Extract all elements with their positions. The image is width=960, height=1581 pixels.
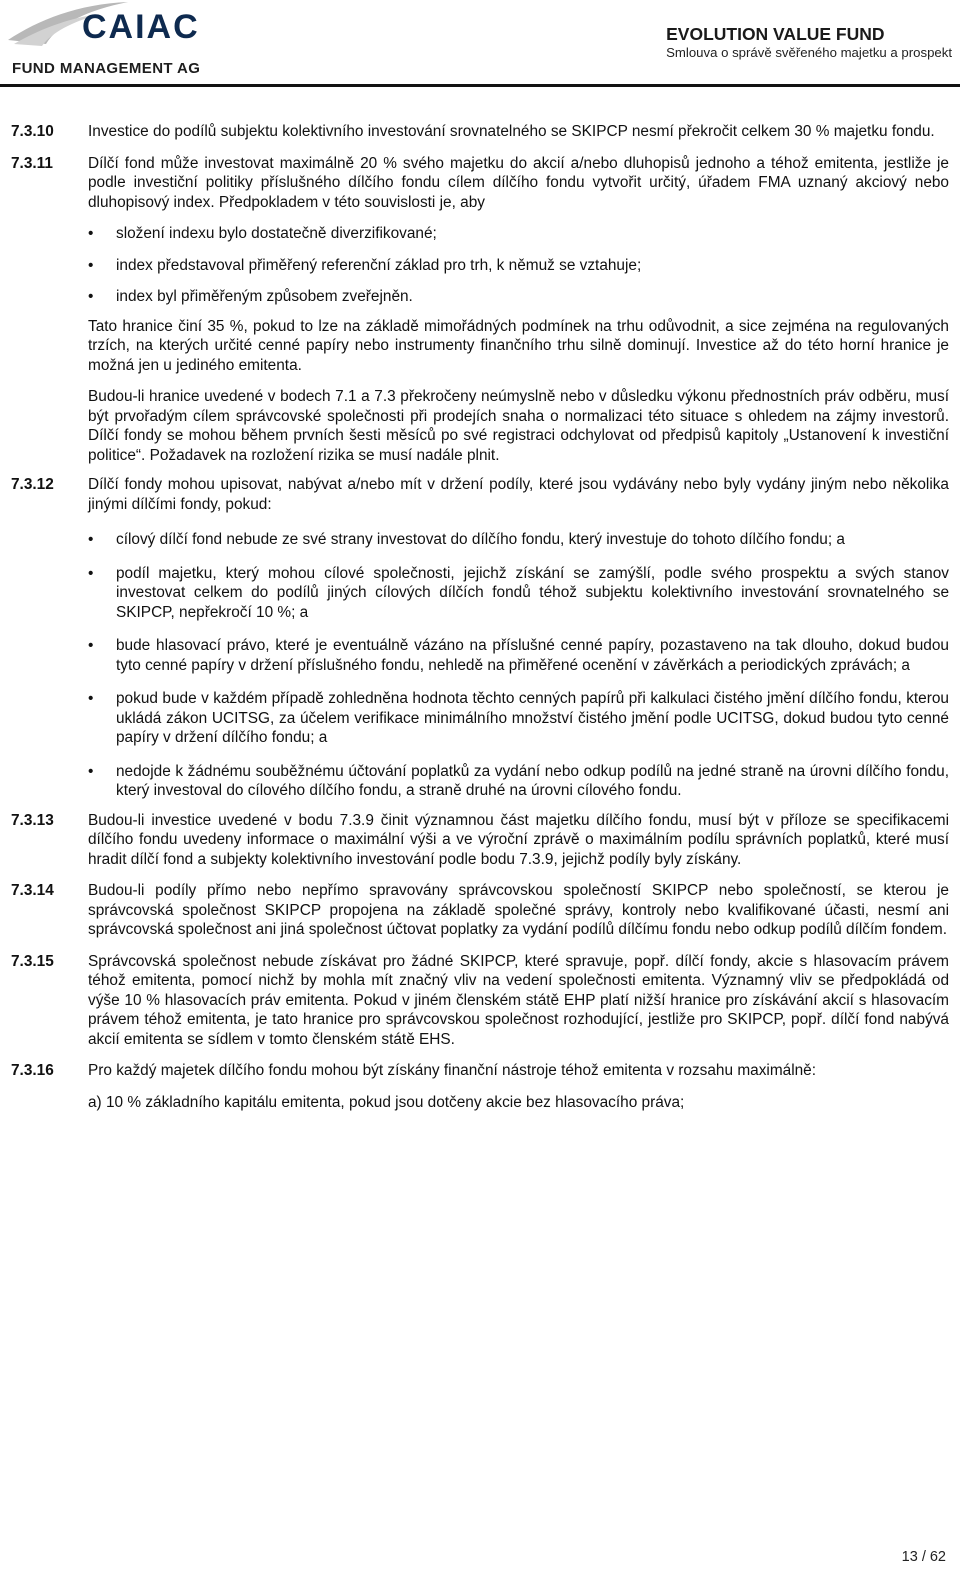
section-text: Pro každý majetek dílčího fondu mohou být získány finanční nástroje téhož emitenta v rozsahu maximálně: <box>88 1062 817 1079</box>
document-body <box>0 122 960 1112</box>
list-item-a: a) 10 % základního kapitálu emitenta, pokud jsou dotčeny akcie bez hlasovacího práva; <box>88 1093 685 1111</box>
logo-subtitle: FUND MANAGEMENT AG <box>12 60 201 77</box>
section-7-3-13 <box>0 811 960 870</box>
section-7-3-10 <box>0 122 960 142</box>
section-number: 7.3.16 <box>11 1062 54 1079</box>
bullet-list <box>88 224 949 307</box>
section-7-3-14 <box>0 881 960 940</box>
list-item: • cílový dílčí fond nebude ze své strany investovat do dílčího fondu, který investuje do tohoto dílčího fondu; a <box>88 531 845 548</box>
section-text: Investice do podílů subjektu kolektivního investování srovnatelného se SKIPCP nesmí překročit celkem 30 % majetku fondu. <box>88 123 935 140</box>
section-number: 7.3.12 <box>11 476 54 493</box>
caiac-logo-icon <box>8 0 213 52</box>
section-paragraph: Tato hranice činí 35 %, pokud to lze na základě mimořádných podmínek na trhu odůvodnit, a sice zejména na regulovaných trzích, na kterých určité cenné papíry nebo instrumenty finančního trhu silně dominují. Investice až do této horní hranice je možná jen u jediného emitenta. <box>88 317 949 374</box>
list-item: • nedojde k žádnému souběžnému účtování poplatků za vydání nebo odkup podílů na jedné straně na úrovni dílčího fondu, který investoval do cílového dílčího fondu, a straně druhé na úrovni cílového fondu. <box>88 762 949 799</box>
section-number: 7.3.13 <box>11 811 54 829</box>
section-7-3-16 <box>0 1061 960 1112</box>
section-number: 7.3.14 <box>11 882 54 899</box>
section-7-3-11 <box>0 154 960 466</box>
section-text: Budou-li investice uvedené v bodu 7.3.9 činit významnou část majetku dílčího fondu, musí být v příloze se specifikacemi dílčího fondu uvedeny informace o maximální výši a ve výroční zprávě o maximálním podílu správních poplatků, které musí hradit dílčí fond a subjekty kolektivního investování podle bodu 7.3.9, jejichž podíly byly získány. <box>88 811 949 868</box>
fund-name: EVOLUTION VALUE FUND <box>666 24 885 44</box>
list-item: • složení indexu bylo dostatečně diverzifikované; <box>88 225 437 242</box>
section-text: Budou-li podíly přímo nebo nepřímo spravovány správcovskou společností SKIPCP nebo společností, se kterou je správcovská společnost SKIPCP propojena na základě společné správy, kontroly nebo kvalifikované účasti, nesmí ani správcovská společnost ani jiná společnost účtovat poplatky za vydání podílů dílčímu fondu nebo odkup podílů dílčím fondem. <box>88 882 949 938</box>
list-item: • index byl přiměřeným způsobem zveřejněn. <box>88 288 413 305</box>
section-text: Dílčí fondy mohou upisovat, nabývat a/nebo mít v držení podíly, které jsou vydávány nebo byly vydány jiným nebo několika jinými dílčími fondy, pokud: <box>88 476 949 513</box>
section-number: 7.3.10 <box>11 123 54 140</box>
list-item: • bude hlasovací právo, které je eventuálně vázáno na příslušné cenné papíry, pozastaveno na tak dlouho, dokud budou tyto cenné papíry v držení příslušného fondu, nehledě na přiměřené ocenění v závěrkách a periodických zprávách; a <box>88 637 949 674</box>
document-header <box>666 24 952 61</box>
company-logo <box>8 0 213 80</box>
list-item: • pokud bude v každém případě zohledněna hodnota těchto cenných papírů při kalkulaci čistého jmění dílčího fondu, kterou ukládá zákon UCITSG, za účelem verifikace minimálního množství čistého jmění podle UCITSG, dokud budou tyto cenné papíry v držení dílčího fondu; a <box>88 690 949 746</box>
section-7-3-12 <box>0 475 960 801</box>
document-title: Smlouva o správě svěřeného majetku a prospekt <box>666 45 952 60</box>
bullet-list <box>88 530 949 801</box>
list-item: • podíl majetku, který mohou cílové společnosti, jejichž získání se zamýšlí, podle svého prospektu a svých stanov investovat celkem do podílů jiných cílových dílčích fondů téhož subjektu kolektivního investování srovnatelného se SKIPCP, nepřekročí 10 %; a <box>88 564 949 621</box>
section-text: Správcovská společnost nebude získávat pro žádné SKIPCP, které spravuje, popř. dílčí fondy, akcie s hlasovacím právem téhož emitenta, pomocí nichž by mohla mít značný vliv na vedení společnosti emitenta. Významný vliv se předpokládá od výše 10 % hlasovacích práv emitenta. Pokud v jiném členském státě EHP platí nižší hranice pro získávání akcií s hlasovacím právem téhož emitenta, je tato hranice pro správcovskou společnost rozhodující, jestliže pro SKIPCP, popř. dílčí fond nabývá akcií emitenta se sídlem v tomto členském státě EHS. <box>88 952 949 1048</box>
section-number: 7.3.15 <box>11 952 54 970</box>
section-number: 7.3.11 <box>11 154 53 172</box>
section-text: Dílčí fond může investovat maximálně 20 % svého majetku do akcií a/nebo dluhopisů jednoho a téhož emitenta, jestliže je podle investiční politiky příslušného dílčího fondu cílem dílčího fondu vytvořit určitý, úřadem FMA uznaný akciový nebo dluhopisový index. Předpokladem v této souvislosti je, aby <box>88 154 949 211</box>
page-number: 13 / 62 <box>901 1549 946 1565</box>
section-paragraph: Budou-li hranice uvedené v bodech 7.1 a 7.3 překročeny neúmyslně nebo v důsledku výkonu přednostních práv odběru, musí být prvořadým cílem správcovské společnosti při prodejích snaha o normalizaci této situace s ohledem na zájmy investorů. Dílčí fondy se mohou během prvních šesti měsíců po své registraci odchylovat od předpisů kapitoly „Ustanovení k investiční politice“. Požadavek na rozložení rizika se musí nadále plnit. <box>88 388 949 464</box>
logo-wordmark: CAIAC <box>82 8 200 46</box>
section-7-3-15 <box>0 952 960 1050</box>
list-item: • index představoval přiměřený referenční základ pro trh, k němuž se vztahuje; <box>88 256 642 274</box>
header-divider <box>0 84 960 87</box>
